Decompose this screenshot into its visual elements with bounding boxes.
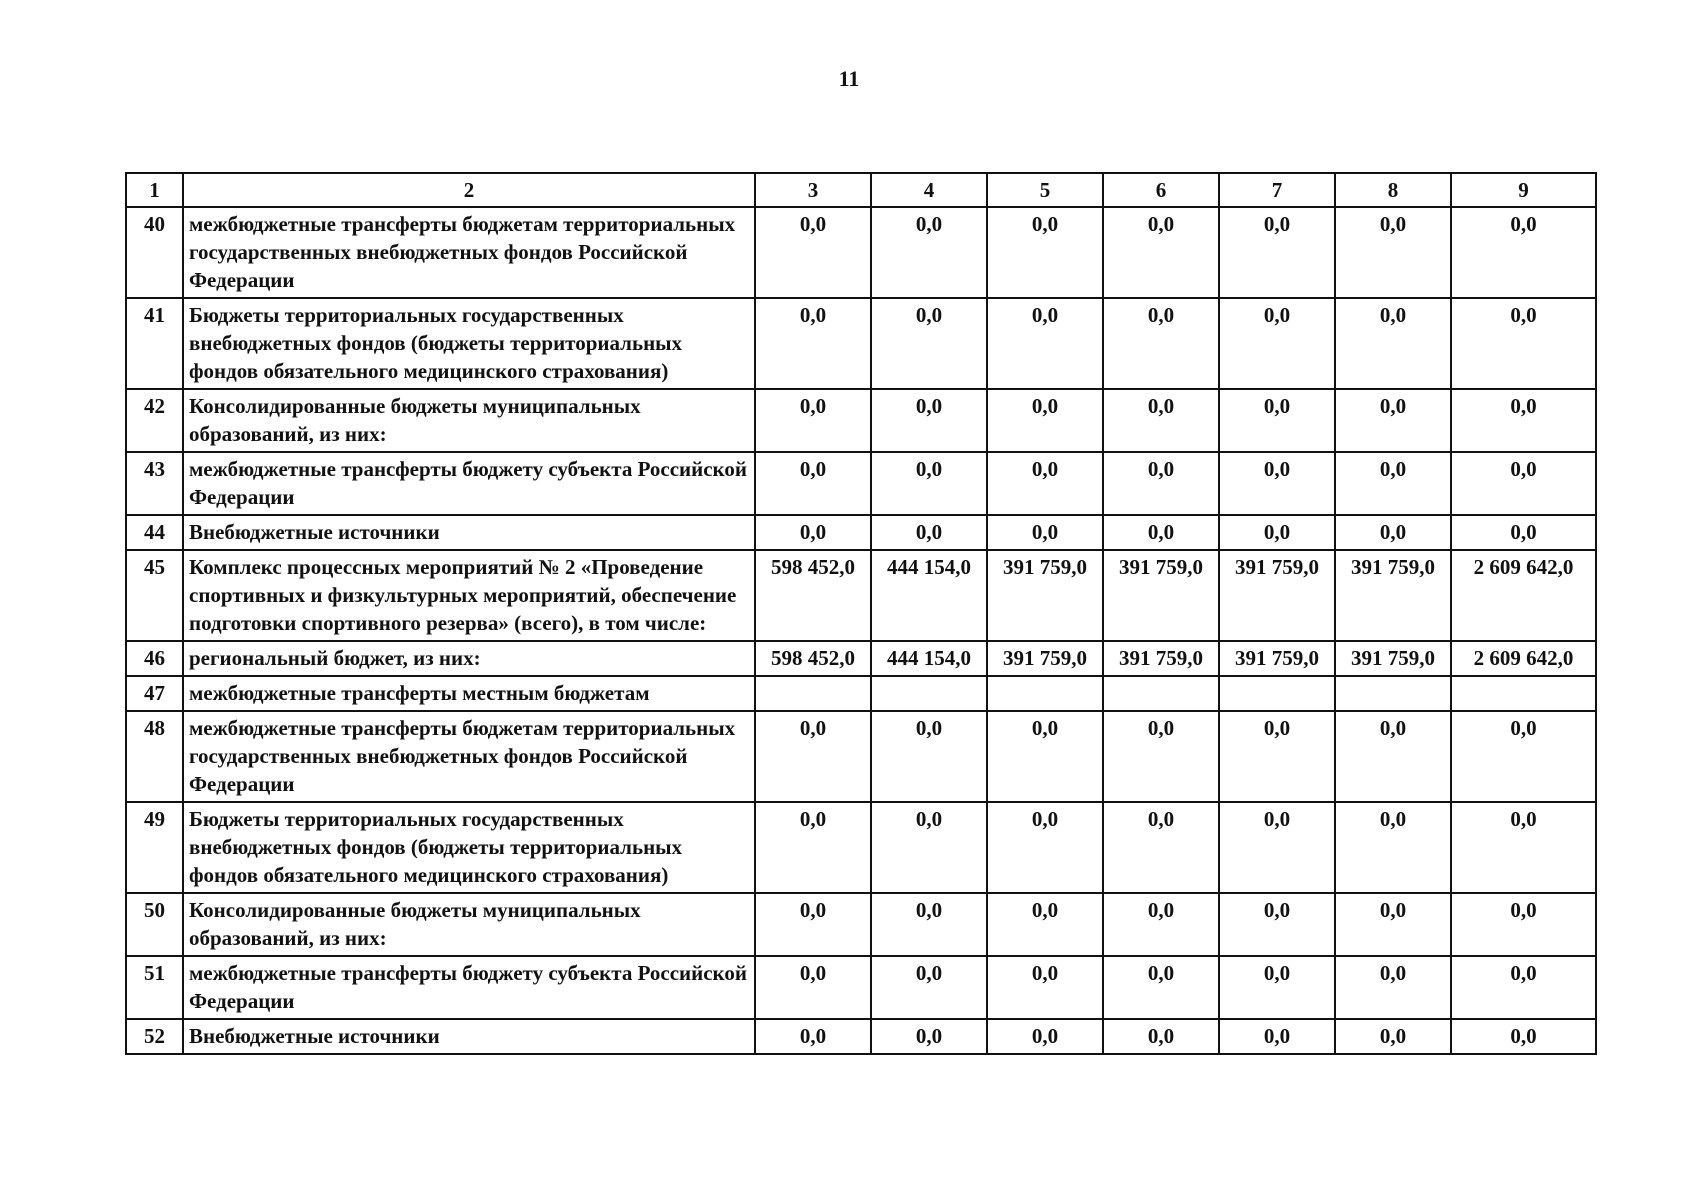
row-description-cell: Бюджеты территориальных государственных внебюджетных фондов (бюджеты территориальных фондов обязательного медицинского страхования) xyxy=(183,802,755,893)
value-cell: 0,0 xyxy=(1219,452,1335,515)
value-cell: 0,0 xyxy=(755,893,871,956)
value-cell xyxy=(871,676,987,711)
row-number-cell: 45 xyxy=(126,550,183,641)
row-number-cell: 44 xyxy=(126,515,183,550)
value-cell: 0,0 xyxy=(871,298,987,389)
row-description-cell: Консолидированные бюджеты муниципальных образований, из них: xyxy=(183,389,755,452)
value-cell: 444 154,0 xyxy=(871,641,987,676)
value-cell: 0,0 xyxy=(1103,956,1219,1019)
value-cell: 0,0 xyxy=(1451,711,1596,802)
value-cell: 0,0 xyxy=(1451,389,1596,452)
value-cell: 391 759,0 xyxy=(987,550,1103,641)
table-row xyxy=(126,298,1596,389)
table-row xyxy=(126,802,1596,893)
value-cell: 0,0 xyxy=(871,802,987,893)
value-cell: 0,0 xyxy=(1103,711,1219,802)
table-header-row xyxy=(126,173,1596,207)
value-cell xyxy=(755,676,871,711)
value-cell: 0,0 xyxy=(1451,298,1596,389)
table-row xyxy=(126,711,1596,802)
value-cell: 0,0 xyxy=(1451,515,1596,550)
value-cell: 0,0 xyxy=(987,711,1103,802)
row-description-cell: Консолидированные бюджеты муниципальных образований, из них: xyxy=(183,893,755,956)
value-cell: 0,0 xyxy=(1219,515,1335,550)
value-cell: 0,0 xyxy=(1103,802,1219,893)
value-cell: 0,0 xyxy=(987,1019,1103,1054)
value-cell: 0,0 xyxy=(1335,515,1451,550)
value-cell: 0,0 xyxy=(987,802,1103,893)
header-cell: 6 xyxy=(1103,173,1219,207)
value-cell: 0,0 xyxy=(987,452,1103,515)
value-cell: 0,0 xyxy=(1219,956,1335,1019)
row-description-cell: Внебюджетные источники xyxy=(183,1019,755,1054)
value-cell: 391 759,0 xyxy=(1103,641,1219,676)
table-body xyxy=(126,173,1596,1054)
value-cell: 0,0 xyxy=(987,389,1103,452)
value-cell: 391 759,0 xyxy=(987,641,1103,676)
value-cell: 0,0 xyxy=(1103,893,1219,956)
value-cell: 444 154,0 xyxy=(871,550,987,641)
value-cell: 0,0 xyxy=(755,207,871,298)
row-number-cell: 47 xyxy=(126,676,183,711)
value-cell: 0,0 xyxy=(1335,298,1451,389)
row-number-cell: 51 xyxy=(126,956,183,1019)
table-row xyxy=(126,893,1596,956)
value-cell: 0,0 xyxy=(987,207,1103,298)
value-cell: 0,0 xyxy=(1451,802,1596,893)
header-cell: 8 xyxy=(1335,173,1451,207)
row-number-cell: 42 xyxy=(126,389,183,452)
row-description-cell: региональный бюджет, из них: xyxy=(183,641,755,676)
value-cell: 0,0 xyxy=(871,515,987,550)
table-row xyxy=(126,207,1596,298)
row-description-cell: Комплекс процессных мероприятий № 2 «Проведение спортивных и физкультурных мероприятий, обеспечение подготовки спортивного резерва» (всего), в том числе: xyxy=(183,550,755,641)
value-cell: 0,0 xyxy=(1103,1019,1219,1054)
table-row xyxy=(126,515,1596,550)
budget-table xyxy=(125,172,1597,1055)
value-cell: 391 759,0 xyxy=(1219,550,1335,641)
header-cell: 9 xyxy=(1451,173,1596,207)
value-cell: 0,0 xyxy=(755,298,871,389)
value-cell: 0,0 xyxy=(987,515,1103,550)
value-cell: 0,0 xyxy=(755,956,871,1019)
value-cell: 0,0 xyxy=(1219,207,1335,298)
value-cell xyxy=(1103,676,1219,711)
header-cell: 4 xyxy=(871,173,987,207)
value-cell xyxy=(987,676,1103,711)
value-cell: 0,0 xyxy=(1335,389,1451,452)
table-row xyxy=(126,389,1596,452)
value-cell: 0,0 xyxy=(1451,452,1596,515)
value-cell: 0,0 xyxy=(1219,298,1335,389)
table-row xyxy=(126,956,1596,1019)
row-description-cell: межбюджетные трансферты бюджету субъекта Российской Федерации xyxy=(183,452,755,515)
page-number: 11 xyxy=(838,66,860,91)
row-number-cell: 48 xyxy=(126,711,183,802)
value-cell: 391 759,0 xyxy=(1335,641,1451,676)
value-cell: 0,0 xyxy=(1103,389,1219,452)
value-cell: 0,0 xyxy=(1451,893,1596,956)
row-description-cell: межбюджетные трансферты бюджетам территориальных государственных внебюджетных фондов Российской Федерации xyxy=(183,711,755,802)
value-cell: 0,0 xyxy=(1335,711,1451,802)
value-cell xyxy=(1335,676,1451,711)
row-number-cell: 52 xyxy=(126,1019,183,1054)
value-cell: 0,0 xyxy=(755,515,871,550)
value-cell: 391 759,0 xyxy=(1335,550,1451,641)
row-description-cell: межбюджетные трансферты местным бюджетам xyxy=(183,676,755,711)
value-cell: 0,0 xyxy=(871,956,987,1019)
value-cell: 0,0 xyxy=(1335,802,1451,893)
value-cell: 391 759,0 xyxy=(1219,641,1335,676)
row-number-cell: 46 xyxy=(126,641,183,676)
row-description-cell: Бюджеты территориальных государственных внебюджетных фондов (бюджеты территориальных фондов обязательного медицинского страхования) xyxy=(183,298,755,389)
value-cell: 0,0 xyxy=(755,389,871,452)
row-number-cell: 40 xyxy=(126,207,183,298)
value-cell: 0,0 xyxy=(1219,711,1335,802)
row-description-cell: Внебюджетные источники xyxy=(183,515,755,550)
row-description-cell: межбюджетные трансферты бюджету субъекта Российской Федерации xyxy=(183,956,755,1019)
value-cell: 598 452,0 xyxy=(755,641,871,676)
value-cell: 0,0 xyxy=(1335,893,1451,956)
value-cell: 0,0 xyxy=(1219,802,1335,893)
value-cell: 0,0 xyxy=(987,956,1103,1019)
value-cell xyxy=(1219,676,1335,711)
header-cell: 7 xyxy=(1219,173,1335,207)
value-cell: 0,0 xyxy=(871,1019,987,1054)
value-cell: 391 759,0 xyxy=(1103,550,1219,641)
value-cell: 0,0 xyxy=(871,893,987,956)
table-row xyxy=(126,1019,1596,1054)
value-cell: 0,0 xyxy=(755,452,871,515)
row-number-cell: 41 xyxy=(126,298,183,389)
value-cell xyxy=(1451,676,1596,711)
value-cell: 598 452,0 xyxy=(755,550,871,641)
header-cell: 1 xyxy=(126,173,183,207)
value-cell: 0,0 xyxy=(755,802,871,893)
value-cell: 0,0 xyxy=(1219,389,1335,452)
value-cell: 0,0 xyxy=(1335,956,1451,1019)
table-row xyxy=(126,641,1596,676)
value-cell: 0,0 xyxy=(1103,298,1219,389)
value-cell: 0,0 xyxy=(1335,1019,1451,1054)
row-number-cell: 43 xyxy=(126,452,183,515)
header-cell: 2 xyxy=(183,173,755,207)
table-row xyxy=(126,550,1596,641)
value-cell: 0,0 xyxy=(755,1019,871,1054)
value-cell: 0,0 xyxy=(871,711,987,802)
row-number-cell: 49 xyxy=(126,802,183,893)
value-cell: 0,0 xyxy=(1451,1019,1596,1054)
value-cell: 0,0 xyxy=(1451,207,1596,298)
value-cell: 0,0 xyxy=(871,207,987,298)
header-cell: 5 xyxy=(987,173,1103,207)
table-row xyxy=(126,452,1596,515)
value-cell: 0,0 xyxy=(1219,1019,1335,1054)
value-cell: 0,0 xyxy=(1103,452,1219,515)
value-cell: 0,0 xyxy=(987,893,1103,956)
row-description-cell: межбюджетные трансферты бюджетам территориальных государственных внебюджетных фондов Российской Федерации xyxy=(183,207,755,298)
value-cell: 0,0 xyxy=(755,711,871,802)
row-number-cell: 50 xyxy=(126,893,183,956)
value-cell: 0,0 xyxy=(1335,207,1451,298)
value-cell: 0,0 xyxy=(1335,452,1451,515)
value-cell: 0,0 xyxy=(1103,515,1219,550)
value-cell: 2 609 642,0 xyxy=(1451,550,1596,641)
value-cell: 0,0 xyxy=(987,298,1103,389)
header-cell: 3 xyxy=(755,173,871,207)
table-row xyxy=(126,676,1596,711)
value-cell: 0,0 xyxy=(871,389,987,452)
value-cell: 2 609 642,0 xyxy=(1451,641,1596,676)
value-cell: 0,0 xyxy=(1219,893,1335,956)
value-cell: 0,0 xyxy=(1103,207,1219,298)
value-cell: 0,0 xyxy=(871,452,987,515)
value-cell: 0,0 xyxy=(1451,956,1596,1019)
